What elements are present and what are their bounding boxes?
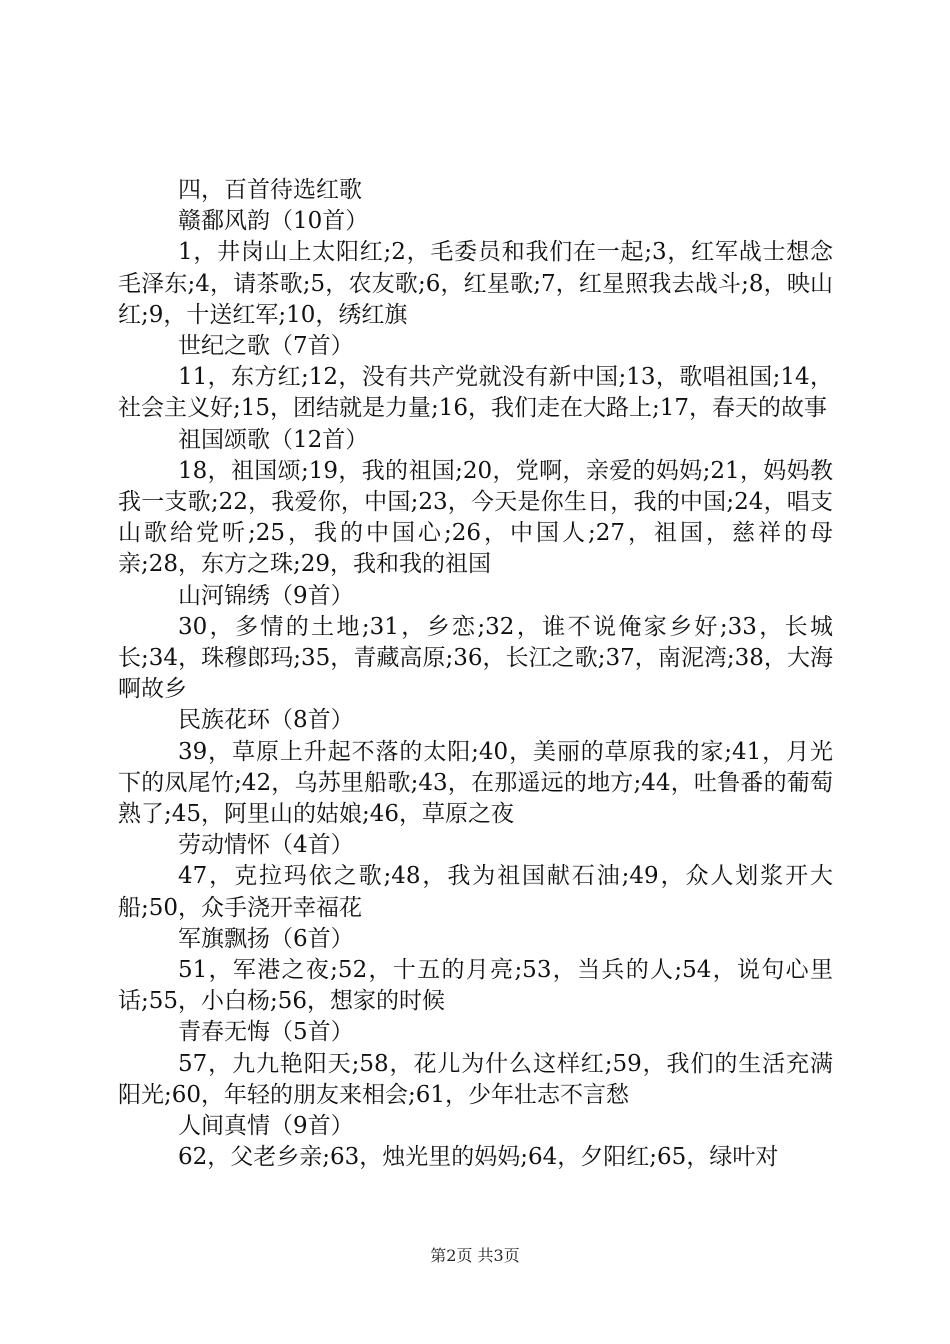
group-heading: 青春无悔（5首） [178,1019,354,1046]
group-heading: 人间真情（9首） [178,1113,354,1140]
group-heading: 世纪之歌（7首） [178,333,354,360]
song-list: 47，克拉玛依之歌;48，我为祖国献石油;49，众人划浆开大船;50，众手浇开幸福花 [118,863,833,921]
song-list: 11，东方红;12，没有共产党就没有新中国;13，歌唱祖国;14，社会主义好;15，团结就是力量;16，我们走在大路上;17，春天的故事 [118,364,833,422]
section-title: 四，百首待选红歌 [178,177,362,203]
song-list: 51，军港之夜;52，十五的月亮;53，当兵的人;54，说句心里话;55，小白杨;56，想家的时候 [118,957,833,1015]
page-number-footer: 第2页 共3页 [430,1246,520,1265]
group-heading: 赣鄱风韵（10首） [178,208,369,235]
song-list: 62，父老乡亲;63，烛光里的妈妈;64，夕阳红;65，绿叶对 [178,1144,779,1171]
group-heading: 山河锦绣（9首） [178,582,354,609]
song-list: 18，祖国颂;19，我的祖国;20，党啊，亲爱的妈妈;21，妈妈教我一支歌;22，我爱你，中国;23，今天是你生日，我的中国;24，唱支山歌给党听;25，我的中国心;26，中国人;27，祖国，慈祥的母亲;28，东方之珠;29，我和我的祖国 [118,457,833,578]
song-list: 30，多情的土地;31，乡恋;32，谁不说俺家乡好;33，长城长;34，珠穆郎玛;35，青藏高原;36，长江之歌;37，南泥湾;38，大海啊故乡 [118,613,833,703]
group-heading: 民族花环（8首） [178,707,354,734]
group-heading: 祖国颂歌（12首） [178,426,369,453]
group-heading: 军旗飘扬（6首） [178,925,354,952]
song-list: 39，草原上升起不落的太阳;40，美丽的草原我的家;41，月光下的凤尾竹;42，乌苏里船歌;43，在那遥远的地方;44，吐鲁番的葡萄熟了;45，阿里山的姑娘;46，草原之夜 [118,738,833,828]
document-body [118,175,833,1174]
song-list: 57，九九艳阳天;58，花儿为什么这样红;59，我们的生活充满阳光;60，年轻的朋友来相会;61，少年壮志不言愁 [118,1050,833,1108]
group-heading: 劳动情怀（4首） [178,832,354,859]
song-list: 1，井岗山上太阳红;2，毛委员和我们在一起;3，红军战士想念毛泽东;4，请茶歌;5，农友歌;6，红星歌;7，红星照我去战斗;8，映山红;9，十送红军;10，绣红旗 [118,239,833,328]
